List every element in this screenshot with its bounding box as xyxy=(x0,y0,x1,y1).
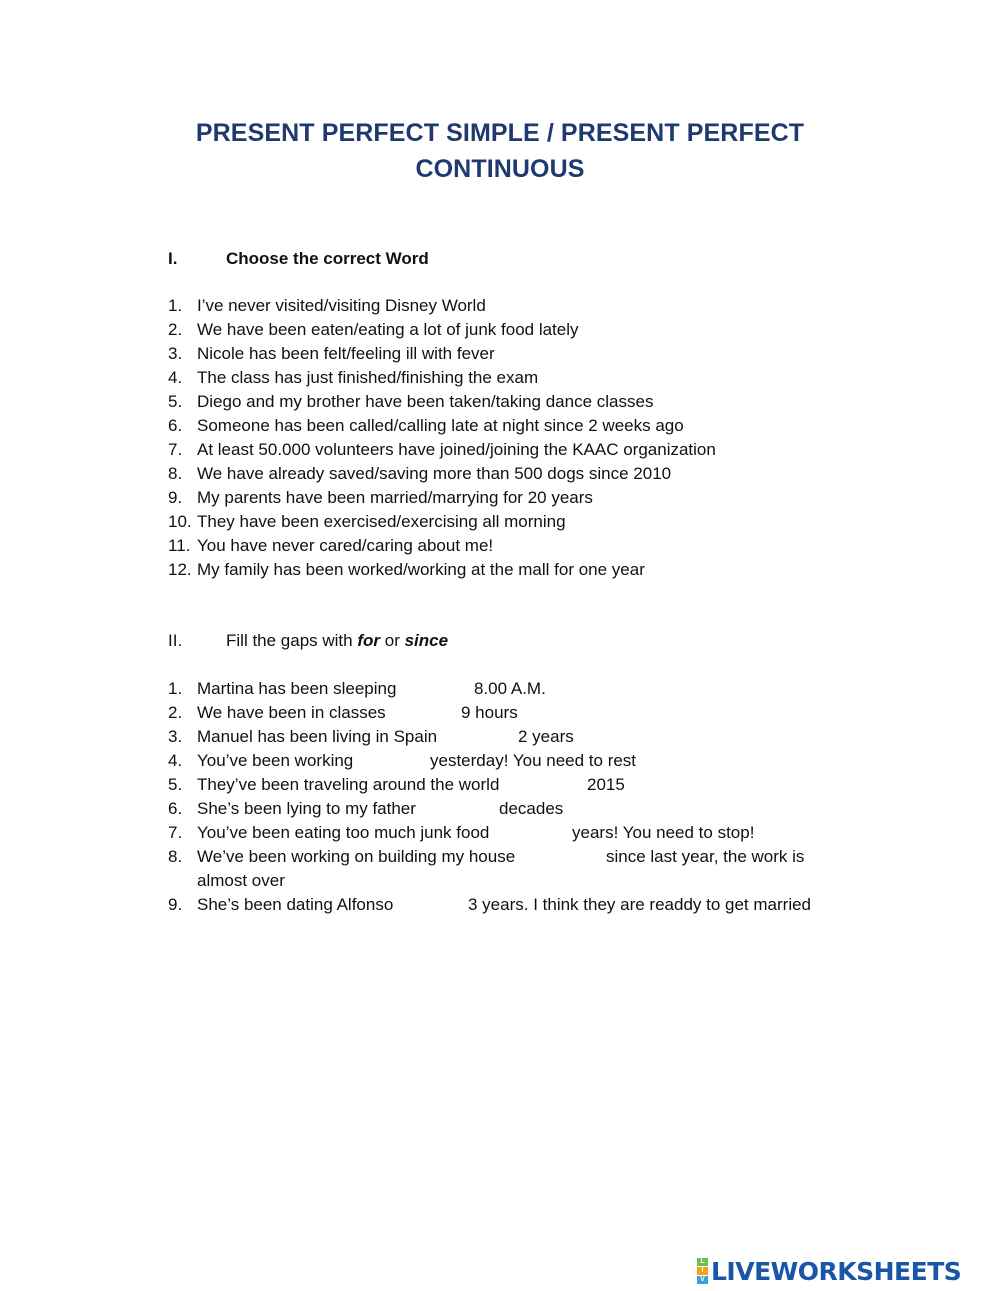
item-number: 2. xyxy=(168,320,183,339)
item-text: We have already saved/saving more than 500 dogs since 2010 xyxy=(197,464,672,483)
section-2-heading xyxy=(168,629,448,653)
item-text-after-gap: 3 years. I think they are readdy to get married xyxy=(468,895,812,914)
item-text: Nicole has been felt/feeling ill with fever xyxy=(197,344,495,363)
item-text: You have never cared/caring about me! xyxy=(197,536,494,555)
section-2-word-since: since xyxy=(404,631,449,650)
section-2-number: II. xyxy=(168,631,183,650)
logo-block-l: L xyxy=(697,1258,708,1266)
item-number: 2. xyxy=(168,703,183,722)
item-text: We have been eaten/eating a lot of junk food lately xyxy=(197,320,579,339)
item-number: 3. xyxy=(168,727,183,746)
worksheet-title-line-1: PRESENT PERFECT SIMPLE / PRESENT PERFECT xyxy=(195,119,805,147)
item-number: 7. xyxy=(168,823,183,842)
item-text: They have been exercised/exercising all morning xyxy=(197,512,566,531)
section-1-heading xyxy=(168,247,429,271)
item-text-before-gap: She’s been lying to my father xyxy=(197,799,416,818)
item-number: 3. xyxy=(168,344,183,363)
item-number: 9. xyxy=(168,488,183,507)
item-number: 10. xyxy=(168,512,192,531)
item-text: The class has just finished/finishing the exam xyxy=(197,368,539,387)
item-number: 12. xyxy=(168,560,192,579)
item-text-before-gap: We have been in classes xyxy=(197,703,386,722)
item-text-before-gap: She’s been dating Alfonso xyxy=(197,895,394,914)
item-text-before-gap: They’ve been traveling around the world xyxy=(197,775,500,794)
logo-blocks-icon xyxy=(697,1258,708,1284)
item-text: My parents have been married/marrying for 20 years xyxy=(197,488,593,507)
item-text-after-gap: 2 years xyxy=(518,727,574,746)
item-number: 8. xyxy=(168,847,183,866)
item-number: 5. xyxy=(168,775,183,794)
item-number: 4. xyxy=(168,751,183,770)
item-number: 11. xyxy=(168,536,191,555)
logo-text: LIVEWORKSHEETS xyxy=(711,1256,962,1286)
item-text-after-gap: yesterday! You need to rest xyxy=(430,751,637,770)
item-number: 1. xyxy=(168,296,183,315)
item-text-before-gap: You’ve been working xyxy=(197,751,354,770)
item-text-after-gap: years! You need to stop! xyxy=(572,823,755,842)
item-number: 6. xyxy=(168,416,183,435)
section-1-title: Choose the correct Word xyxy=(226,249,429,268)
item-text-after-gap: since last year, the work is xyxy=(606,847,805,866)
item-text: At least 50.000 volunteers have joined/joining the KAAC organization xyxy=(197,440,716,459)
item-text: I’ve never visited/visiting Disney World xyxy=(197,296,486,315)
item-number: 9. xyxy=(168,895,183,914)
logo-block-v: V xyxy=(697,1276,708,1284)
item-number: 5. xyxy=(168,392,183,411)
item-number: 6. xyxy=(168,799,183,818)
item-text-after-gap: 8.00 A.M. xyxy=(474,679,546,698)
logo-block-i: I xyxy=(697,1267,708,1275)
item-text-after-gap: 9 hours xyxy=(461,703,518,722)
item-number: 8. xyxy=(168,464,183,483)
item-number: 4. xyxy=(168,368,183,387)
item-text: Someone has been called/calling late at night since 2 weeks ago xyxy=(197,416,684,435)
section-2-title-mid: or xyxy=(380,631,405,650)
item-number: 7. xyxy=(168,440,183,459)
item-text-before-gap: Martina has been sleeping xyxy=(197,679,397,698)
item-text-after-gap: decades xyxy=(499,799,564,818)
section-2-title-pre: Fill the gaps with xyxy=(226,631,358,650)
item-text-after-gap: 2015 xyxy=(587,775,625,794)
item-text: Diego and my brother have been taken/taking dance classes xyxy=(197,392,654,411)
worksheet-title-line-2: CONTINUOUS xyxy=(415,155,585,183)
liveworksheets-logo xyxy=(697,1255,961,1287)
item-text-before-gap: You’ve been eating too much junk food xyxy=(197,823,490,842)
item-number: 1. xyxy=(168,679,183,698)
item-text-before-gap: We’ve been working on building my house xyxy=(197,847,516,866)
item-text-before-gap: Manuel has been living in Spain xyxy=(197,727,438,746)
section-2-word-for: for xyxy=(357,631,381,650)
section-1-number: I. xyxy=(168,249,178,268)
item-text: My family has been worked/working at the mall for one year xyxy=(197,560,645,579)
item-text-continuation: almost over xyxy=(197,871,285,890)
